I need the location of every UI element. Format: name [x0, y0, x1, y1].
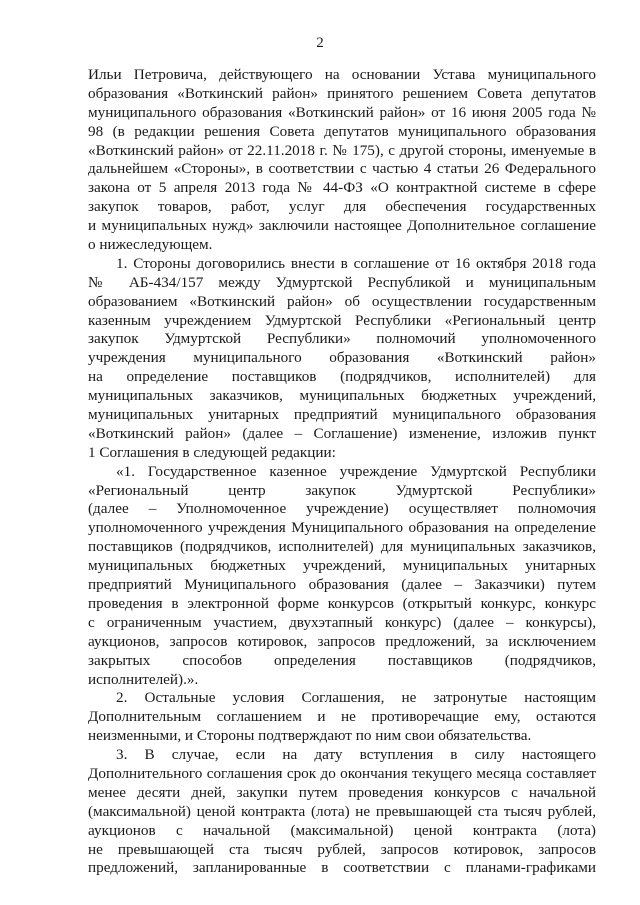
text-line: «Воткинский район» (далее – Соглашение) изменение, изложив пункт	[88, 424, 596, 442]
text-line: уполномоченного учреждения Муниципального образования на определение	[88, 519, 596, 537]
text-line: проведения в электронной форме конкурсов (открытый конкурс, конкурс	[88, 594, 596, 612]
text-line: (далее – Уполномоченное учреждение) осуществляет полномочия	[88, 500, 596, 518]
text-line: учреждения муниципального образования «Воткинский район»	[88, 349, 596, 367]
text-line: муниципальных бюджетных учреждений, муниципальных унитарных	[88, 557, 596, 575]
text-line: 2. Остальные условия Соглашения, не затронутые настоящим	[116, 689, 596, 707]
text-line: 1 Соглашения в следующей редакции:	[88, 443, 336, 461]
text-line: (максимальной) ценой контракта (лота) не превышающей ста тысяч рублей,	[88, 802, 596, 820]
text-line: 3. В случае, если на дату вступления в силу настоящего	[116, 746, 596, 764]
text-line: менее десяти дней, закупки путем проведения конкурсов с начальной	[88, 783, 596, 801]
text-line: Дополнительным соглашением и не противоречащие ему, остаются	[88, 708, 596, 726]
text-line: на определение поставщиков (подрядчиков, исполнителей) для	[88, 368, 596, 386]
text-line: закупок Удмуртской Республики» полномочий уполномоченного	[88, 330, 596, 348]
text-line: образования «Воткинский район» принятого решением Совета депутатов	[88, 84, 596, 102]
text-line: образованием «Воткинский район» об осуществлении государственным	[88, 292, 596, 310]
text-line: аукционов, запросов котировок, запросов предложений, за исключением	[88, 632, 596, 650]
text-line: аукционов с начальной (максимальной) ценой контракта (лота)	[88, 821, 596, 839]
text-line: закупок товаров, работ, услуг для обеспечения государственных	[88, 198, 596, 216]
text-line: исполнителей).».	[88, 670, 199, 688]
page-number: 2	[316, 35, 324, 51]
text-line: и муниципальных нужд» заключили настоящее Дополнительное соглашение	[88, 217, 596, 235]
text-line: Дополнительного соглашения срок до окончания текущего месяца составляет	[88, 764, 596, 782]
text-line: не превышающей ста тысяч рублей, запросов котировок, запросов	[88, 840, 596, 858]
text-line: муниципальных заказчиков, муниципальных бюджетных учреждений,	[88, 387, 596, 405]
text-line: о нижеследующем.	[88, 236, 213, 254]
text-line: «Региональный центр закупок Удмуртской Республики»	[88, 481, 596, 499]
text-line: закрытых способов определения поставщиков (подрядчиков,	[88, 651, 596, 669]
text-line: 1. Стороны договорились внести в соглашение от 16 октября 2018 года	[116, 254, 596, 272]
text-line: предложений, запланированные в соответствии с планами-графиками	[88, 859, 596, 877]
document-body	[88, 66, 596, 878]
text-line: муниципального образования «Воткинский район» от 16 июня 2005 года №	[88, 103, 596, 121]
text-line: предприятий Муниципального образования (далее – Заказчики) путем	[88, 576, 596, 594]
text-line: закона от 5 апреля 2013 года № 44-ФЗ «О контрактной системе в сфере	[88, 179, 596, 197]
text-line: неизменными, и Стороны подтверждают по ним свои обязательства.	[88, 727, 532, 745]
text-line: муниципальных унитарных предприятий муниципального образования	[88, 406, 596, 424]
text-line: с ограниченным участием, двухэтапный конкурс) (далее – конкурсы),	[88, 613, 596, 631]
text-line: «Воткинский район» от 22.11.2018 г. № 175), с другой стороны, именуемые в	[88, 141, 596, 159]
text-line: поставщиков (подрядчиков, исполнителей) для муниципальных заказчиков,	[88, 538, 596, 556]
text-line: № АБ-434/157 между Удмуртской Республикой и муниципальным	[88, 273, 596, 291]
text-line: дальнейшем «Стороны», в соответствии с частью 4 статьи 26 Федерального	[88, 160, 596, 178]
text-line: 98 (в редакции решения Совета депутатов муниципального образования	[88, 122, 596, 140]
text-line: «1. Государственное казенное учреждение Удмуртской Республики	[116, 462, 596, 480]
text-line: казенным учреждением Удмуртской Республики «Региональный центр	[88, 311, 596, 329]
text-line: Ильи Петровича, действующего на основании Устава муниципального	[88, 66, 596, 83]
